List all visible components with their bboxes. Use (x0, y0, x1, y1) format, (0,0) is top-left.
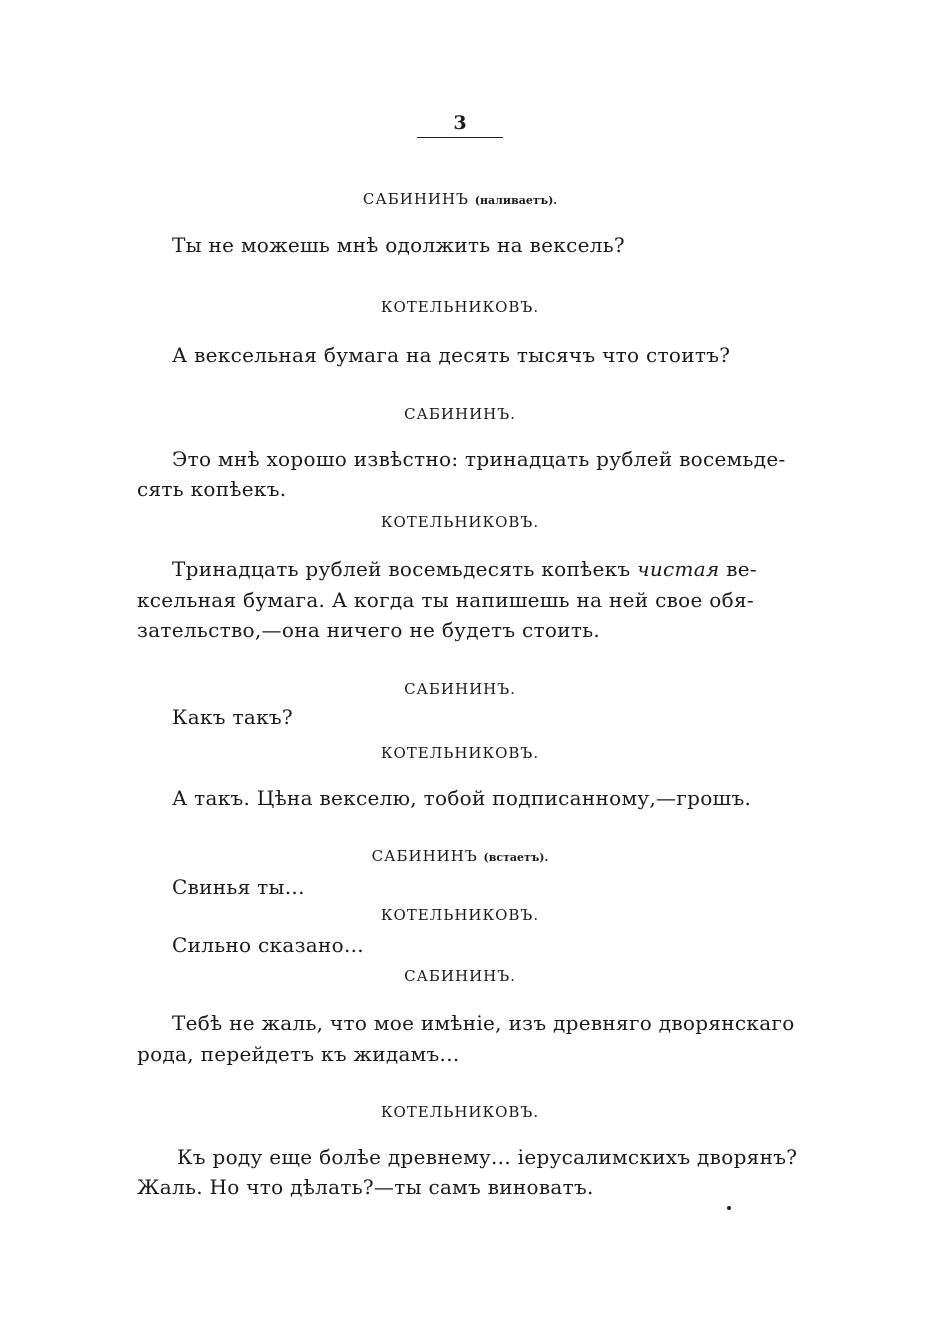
dialogue-line: Свинья ты... (172, 875, 305, 899)
dialogue-line: Къ роду еще болѣе древнему... іерусалимскихъ дворянъ? (177, 1145, 798, 1169)
dialogue-line (172, 557, 757, 581)
speaker-heading: КОТЕЛЬНИКОВЪ. (380, 298, 540, 316)
speaker-name: САБИНИНЪ (371, 847, 478, 865)
dialogue-line: Жаль. Но что дѣлать?—ты самъ виноватъ. (137, 1175, 594, 1199)
dialogue-text: Тринадцать рублей восемьдесять копѣекъ (172, 557, 638, 581)
page-number-rule (417, 137, 503, 138)
dialogue-line: А такъ. Цѣна векселю, тобой подписанному,—грошъ. (172, 786, 752, 810)
speaker-heading: САБИНИНЪ. (404, 680, 516, 698)
speaker-name: САБИНИНЪ (362, 190, 469, 208)
dialogue-line: Это мнѣ хорошо извѣстно: тринадцать рублей восемьде- (172, 447, 786, 471)
dialogue-line: Сильно сказано... (172, 933, 364, 957)
speaker-heading: КОТЕЛЬНИКОВЪ. (380, 1103, 540, 1121)
dialogue-italic: чистая (637, 557, 720, 581)
speaker-heading (0, 190, 920, 208)
dialogue-line: рода, перейдетъ къ жидамъ... (137, 1042, 460, 1066)
speaker-heading: КОТЕЛЬНИКОВЪ. (380, 513, 540, 531)
dialogue-line: сять копѣекъ. (137, 477, 287, 501)
speaker-heading: САБИНИНЪ. (404, 405, 516, 423)
dialogue-line: Тебѣ не жаль, что мое имѣніе, изъ древняго дворянскаго (172, 1011, 795, 1035)
speaker-heading (0, 847, 920, 865)
stage-direction: (встаетъ). (483, 851, 549, 864)
stage-direction: (наливаетъ). (474, 194, 558, 207)
speaker-heading: КОТЕЛЬНИКОВЪ. (380, 744, 540, 762)
page-number: 3 (453, 112, 467, 134)
speaker-heading: КОТЕЛЬНИКОВЪ. (380, 906, 540, 924)
dialogue-line: Ты не можешь мнѣ одолжить на вексель? (172, 233, 625, 257)
dialogue-line: зательство,—она ничего не будетъ стоить. (137, 618, 601, 642)
dialogue-line: Какъ такъ? (172, 705, 293, 729)
print-speck (727, 1206, 731, 1210)
dialogue-line: ксельная бумага. А когда ты напишешь на ней свое обя- (137, 588, 754, 612)
speaker-heading: САБИНИНЪ. (404, 967, 516, 985)
dialogue-line: А вексельная бумага на десять тысячъ что стоитъ? (172, 343, 731, 367)
dialogue-text: ве- (719, 557, 757, 581)
